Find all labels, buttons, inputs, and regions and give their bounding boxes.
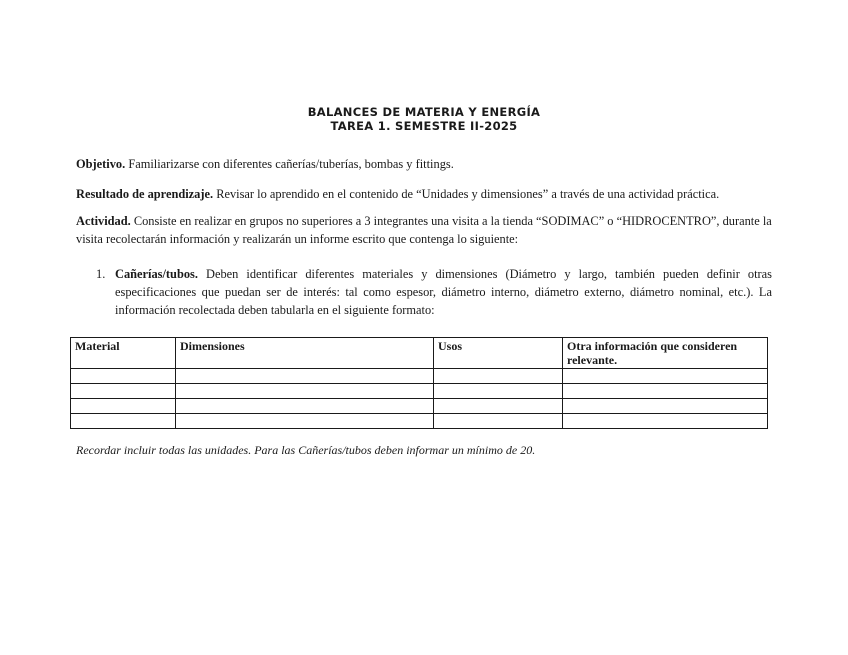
table-header-dimensions: Dimensiones xyxy=(176,338,434,369)
table-row xyxy=(71,384,768,399)
list-item-body xyxy=(115,265,772,319)
table-cell[interactable] xyxy=(71,414,176,429)
table-header-material: Material xyxy=(71,338,176,369)
table-header-other-info: Otra información que consideren relevante. xyxy=(563,338,768,369)
activity-text: Consiste en realizar en grupos no superiores a 3 integrantes una visita a la tienda “SODIMAC” o “HIDROCENTRO”, durante la visita recolectarán información y realizarán un informe escrito que contenga lo siguiente: xyxy=(76,214,772,246)
list-item-label: Cañerías/tubos. xyxy=(115,267,198,281)
document-title: BALANCES DE MATERIA Y ENERGÍA xyxy=(307,105,541,119)
pipes-table xyxy=(70,337,768,429)
table-row xyxy=(71,369,768,384)
activity-paragraph xyxy=(76,212,772,248)
table-cell[interactable] xyxy=(176,384,434,399)
table-cell[interactable] xyxy=(71,384,176,399)
table-cell[interactable] xyxy=(434,369,563,384)
table-cell[interactable] xyxy=(434,384,563,399)
table-cell[interactable] xyxy=(563,414,768,429)
table-cell[interactable] xyxy=(563,369,768,384)
reminder-note: Recordar incluir todas las unidades. Para las Cañerías/tubos deben informar un mínimo de 20. xyxy=(76,443,536,457)
table-cell[interactable] xyxy=(434,399,563,414)
learning-outcome-text: Revisar lo aprendido en el contenido de “Unidades y dimensiones” a través de una actividad práctica. xyxy=(213,187,720,201)
table-cell[interactable] xyxy=(176,414,434,429)
table-cell[interactable] xyxy=(176,399,434,414)
table-cell[interactable] xyxy=(71,369,176,384)
table-header-row xyxy=(71,338,768,369)
list-item-number: 1. xyxy=(96,267,106,281)
list-item-text: Deben identificar diferentes materiales y dimensiones (Diámetro y largo, también pueden definir otras especificaciones que puedan ser de interés: tal como espesor, diámetro interno, diámetro externo, diámetro nominal, etc.). La información recolectada deben tabularla en el siguiente formato: xyxy=(115,267,772,317)
learning-outcome-paragraph xyxy=(76,185,772,203)
table-row xyxy=(71,399,768,414)
learning-outcome-label: Resultado de aprendizaje. xyxy=(76,187,214,201)
table-cell[interactable] xyxy=(563,399,768,414)
table-row xyxy=(71,414,768,429)
document-subtitle: TAREA 1. SEMESTRE II-2025 xyxy=(330,119,518,133)
table-cell[interactable] xyxy=(176,369,434,384)
objective-label: Objetivo. xyxy=(76,157,126,171)
table-cell[interactable] xyxy=(563,384,768,399)
objective-text: Familiarizarse con diferentes cañerías/tuberías, bombas y fittings. xyxy=(125,157,454,171)
table-cell[interactable] xyxy=(434,414,563,429)
objective-paragraph xyxy=(76,155,772,173)
activity-label: Actividad. xyxy=(76,214,131,228)
table-header-uses: Usos xyxy=(434,338,563,369)
table-cell[interactable] xyxy=(71,399,176,414)
